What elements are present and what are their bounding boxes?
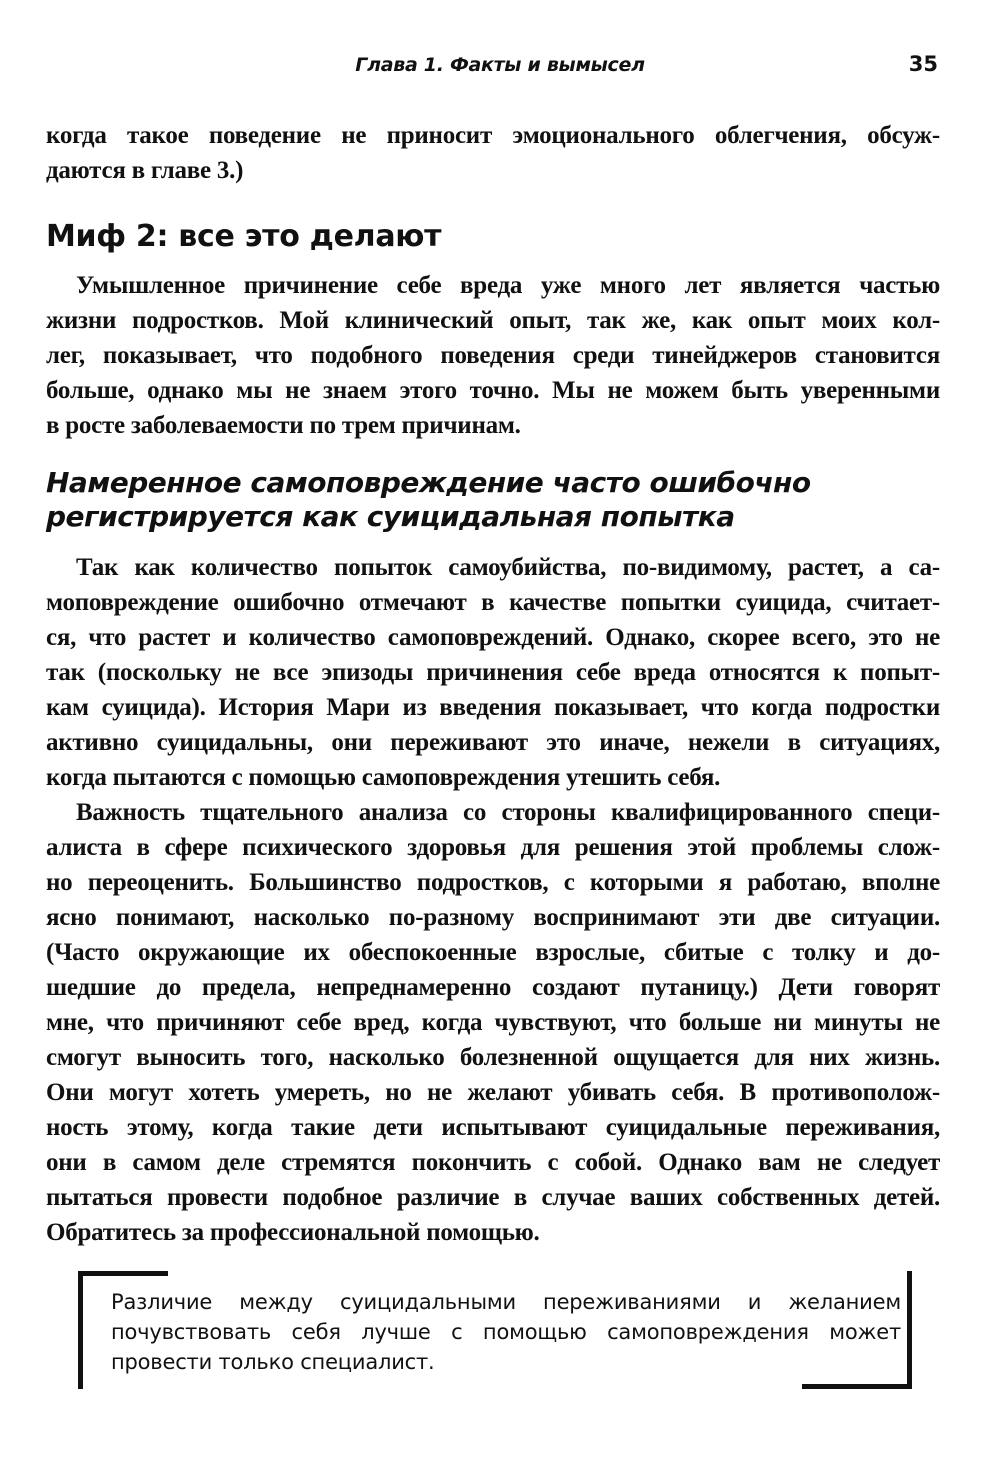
subsection-heading-line: регистрируется как суицидальная попытка	[46, 500, 735, 533]
text-line: смогут выносить того, насколько болезненной ощущается для них жизнь.	[46, 1044, 940, 1071]
section-heading-myth-2: Миф 2: все это делают	[46, 219, 442, 254]
text-line: даются в главе 3.)	[46, 157, 244, 184]
text-line: (Часто окружающие их обеспокоенные взрослые, сбитые с толку и до-	[46, 939, 940, 966]
text-line: шедшие до предела, непреднамеренно создают путаницу.) Дети говорят	[46, 974, 940, 1001]
text-line: Обратитесь за профессиональной помощью.	[46, 1219, 540, 1246]
text-line: Они могут хотеть умереть, но не желают убивать себя. В противополож-	[46, 1079, 940, 1106]
text-line: жизни подростков. Мой клинический опыт, так же, как опыт моих кол-	[46, 307, 940, 334]
callout-line: Различие между суицидальными переживаниями и желанием	[111, 1290, 901, 1314]
text-line: активно суицидальны, они переживают это иначе, нежели в ситуациях,	[46, 729, 940, 756]
text-line: кам суицида). История Мари из введения показывает, что когда подростки	[46, 694, 940, 721]
text-line: ся, что растет и количество самоповреждений. Однако, скорее всего, это не	[46, 624, 940, 651]
text-line: так (поскольку не все эпизоды причинения себе вреда относятся к попыт-	[46, 659, 940, 686]
text-line: Важность тщательного анализа со стороны квалифицированного специ-	[76, 799, 940, 826]
text-line: Умышленное причинение себе вреда уже много лет является частью	[76, 272, 940, 299]
text-line: лег, показывает, что подобного поведения среди тинейджеров становится	[46, 342, 940, 369]
callout-text	[111, 1287, 901, 1377]
subsection-paragraph-2	[46, 795, 940, 1250]
text-line: в росте заболеваемости по трем причинам.	[46, 412, 521, 439]
text-line: мне, что причиняют себе вред, когда чувствуют, что больше ни минуты не	[46, 1009, 940, 1036]
subsection-heading-line: Намеренное самоповреждение часто ошибочно	[46, 466, 811, 499]
text-line: когда пытаются с помощью самоповреждения утешить себя.	[46, 764, 721, 791]
subsection-heading	[46, 466, 946, 534]
text-line: моповреждение ошибочно отмечают в качестве попытки суицида, считает-	[46, 589, 940, 616]
text-line: больше, однако мы не знаем этого точно. Мы не можем быть уверенными	[46, 377, 940, 404]
text-line: алиста в сфере психического здоровья для решения этой проблемы слож-	[46, 834, 940, 861]
text-line: они в самом деле стремятся покончить с собой. Однако вам не следует	[46, 1149, 940, 1176]
text-line: ность этому, когда такие дети испытывают суицидальные переживания,	[46, 1114, 940, 1141]
page-number: 35	[908, 52, 938, 76]
callout-line: провести только специалист.	[111, 1350, 435, 1374]
callout-line: почувствовать себя лучше с помощью самоповреждения может	[111, 1320, 901, 1344]
text-line: когда такое поведение не приносит эмоционального облегчения, обсуж-	[46, 122, 940, 149]
text-line: Так как количество попыток самоубийства, по-видимому, растет, а са-	[76, 554, 940, 581]
chapter-title: Глава 1. Факты и вымысел	[355, 54, 645, 76]
text-line: но переоценить. Большинство подростков, с которыми я работаю, вполне	[46, 869, 940, 896]
running-header	[0, 50, 1000, 86]
callout-box	[78, 1271, 912, 1389]
text-line: пытаться провести подобное различие в случае ваших собственных детей.	[46, 1184, 940, 1211]
subsection-paragraph-1	[46, 550, 940, 795]
intro-paragraph	[46, 118, 940, 188]
myth2-paragraph	[46, 268, 940, 443]
text-line: ясно понимают, насколько по-разному воспринимают эти две ситуации.	[46, 904, 940, 931]
